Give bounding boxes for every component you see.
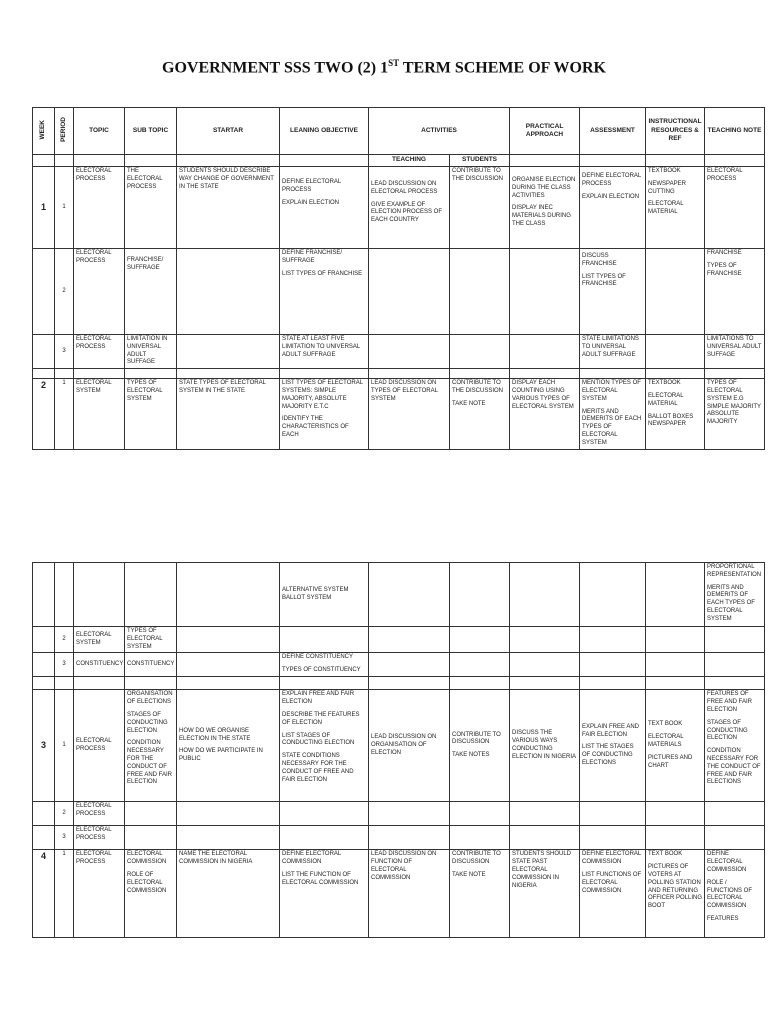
table-cell: DISPLAY INEC MATERIALS DURING THE CLASS — [512, 205, 571, 227]
page-title: GOVERNMENT SSS TWO (2) 1ST TERM SCHEME OF WORK — [162, 58, 606, 77]
table-cell — [646, 155, 705, 167]
table-cell: ELECTORAL PROCESS — [74, 850, 125, 938]
table-cell: TAKE NOTE — [452, 400, 486, 407]
table-cell — [74, 369, 125, 379]
table-cell: ELECTORAL MATERIAL — [648, 201, 684, 216]
table-cell — [280, 653, 369, 677]
table-cell: DEFINE ELECTORAL COMMISSION — [582, 851, 642, 866]
table-cell: ELECTORAL PROCESS — [74, 826, 125, 850]
table-cell — [450, 249, 510, 335]
table-cell: LIST THE STAGES OF CONDUCTING ELECTIONS — [582, 744, 634, 767]
table-cell: EXPLAIN FREE AND FAIR ELECTION — [282, 691, 355, 706]
table-cell — [450, 563, 510, 627]
table-row — [33, 850, 765, 938]
table-cell — [705, 249, 765, 335]
table-cell: CONSTITUENCY — [125, 653, 177, 677]
table-cell: CONDITION NECESSARY FOR THE CONDUCT OF FREE AND FAIR ELECTIONS — [707, 748, 761, 786]
table-cell — [177, 335, 280, 369]
table-cell — [369, 335, 450, 369]
table-cell: MERITS AND DEMERITS OF EACH TYPES OF ELECTORAL SYSTEM — [582, 408, 642, 446]
table-cell — [125, 563, 177, 627]
table-cell — [450, 335, 510, 369]
table-cell — [646, 167, 705, 249]
table-cell — [705, 802, 765, 826]
table-cell: 1 — [55, 690, 74, 802]
table-cell: TYPES OF CONSTITUENCY — [282, 667, 361, 674]
period-header: PERIOD — [59, 116, 67, 142]
teaching-subheader: TEACHING — [369, 155, 450, 167]
table-cell — [177, 369, 280, 379]
table-cell — [125, 802, 177, 826]
table-cell: STATE CONDITIONS NECESSARY FOR THE CONDUCT OF FREE AND FAIR ELECTION — [282, 753, 354, 783]
table-cell — [33, 563, 55, 627]
table-cell — [646, 850, 705, 938]
table-cell: ELECTORAL SYSTEM — [74, 627, 125, 653]
table-cell — [510, 369, 580, 379]
table-cell — [705, 563, 765, 627]
table-cell — [33, 677, 55, 690]
table-cell — [177, 249, 280, 335]
table-cell: HOW DO WE PARTICIPATE IN PUBLIC — [179, 748, 263, 763]
table-cell — [580, 249, 646, 335]
table-cell: 2 — [55, 249, 74, 335]
table-cell — [450, 653, 510, 677]
header-row — [33, 108, 765, 155]
table-cell — [580, 563, 646, 627]
table-row — [33, 802, 765, 826]
table-cell: TYPES OF ELECTORAL SYSTEM — [125, 379, 177, 449]
students-subheader: STUDENTS — [450, 155, 510, 167]
table-cell — [177, 677, 280, 690]
table-cell — [33, 627, 55, 653]
table-cell: TEXTBOOK — [648, 380, 681, 387]
table-cell — [74, 563, 125, 627]
topic-header: TOPIC — [74, 108, 125, 155]
table-cell: ELECTORAL PROCESS — [74, 690, 125, 802]
table-cell — [450, 627, 510, 653]
table-cell — [580, 826, 646, 850]
table-cell: ALTERNATIVE SYSTEM BALLOT SYSTEM — [280, 563, 369, 627]
table-cell — [450, 826, 510, 850]
table-cell — [705, 850, 765, 938]
table-cell: DEFINE CONSTITUENCY — [282, 654, 354, 661]
table-cell: TAKE NOTES — [452, 752, 490, 759]
table-cell: 1 — [55, 167, 74, 249]
table-cell — [646, 369, 705, 379]
table-cell — [280, 379, 369, 449]
table-cell: FEATURES OF FREE AND FAIR ELECTION — [707, 691, 753, 713]
table-cell — [705, 653, 765, 677]
table-cell — [369, 167, 450, 249]
table-row — [33, 249, 765, 335]
table-cell — [55, 369, 74, 379]
table-cell: THE ELECTORAL PROCESS — [125, 167, 177, 249]
table-cell — [580, 690, 646, 802]
table-cell — [580, 369, 646, 379]
table-cell: PROPORTIONAL REPRESENTATION — [707, 564, 762, 578]
table-cell: IDENTIFY THE CHARACTERISTICS OF EACH — [282, 416, 349, 438]
table-cell — [705, 155, 765, 167]
table-cell: MERITS AND DEMERITS OF EACH TYPES OF ELECTORAL SYSTEM — [707, 584, 755, 622]
scheme-table-page-1 — [32, 107, 765, 450]
table-cell — [705, 627, 765, 653]
table-cell: CONTRIBUTE TO THE DISCUSSION — [452, 380, 504, 394]
table-cell: 2 — [55, 802, 74, 826]
table-cell — [510, 826, 580, 850]
scheme-table-page-2 — [32, 562, 765, 938]
table-cell — [369, 677, 450, 690]
note-header: TEACHING NOTE — [705, 108, 765, 155]
table-cell: LIST STAGES OF CONDUCTING ELECTION — [282, 732, 355, 747]
table-cell — [646, 379, 705, 449]
table-cell — [33, 369, 55, 379]
table-cell: ELECTORAL MATERIALS — [648, 734, 684, 748]
table-cell: LIST TYPES OF FRANCHISE — [282, 270, 363, 277]
table-cell — [280, 155, 369, 167]
table-cell — [177, 690, 280, 802]
table-cell — [705, 826, 765, 850]
startar-header: STARTAR — [177, 108, 280, 155]
table-cell: DEFINE ELECTORAL COMMISSION — [282, 851, 342, 866]
table-cell — [280, 249, 369, 335]
table-cell — [705, 677, 765, 690]
table-cell — [510, 249, 580, 335]
subtopic-header: SUB TOPIC — [125, 108, 177, 155]
activities-header: ACTIVITIES — [369, 108, 510, 155]
table-cell — [580, 677, 646, 690]
table-cell — [580, 627, 646, 653]
table-cell: LIST FUNCTIONS OF ELECTORAL COMMISSION — [582, 871, 642, 894]
table-cell — [177, 802, 280, 826]
table-cell — [74, 677, 125, 690]
table-cell: STAGES OF CONDUCTING ELECTION — [127, 711, 168, 734]
table-cell — [369, 627, 450, 653]
table-row — [33, 335, 765, 369]
table-cell: ELECTORAL COMMISSION — [127, 851, 167, 866]
table-cell — [646, 563, 705, 627]
table-cell: STATE AT LEAST FIVE LIMITATION TO UNIVERSAL ADULT SUFFRAGE — [280, 335, 369, 369]
table-cell: LIMITATION IN UNIVERSAL ADULT SUFFAGE — [125, 335, 177, 369]
table-cell — [280, 167, 369, 249]
table-cell: FRANCHISE/ SUFFRAGE — [125, 249, 177, 335]
table-cell — [125, 826, 177, 850]
table-cell — [510, 335, 580, 369]
table-cell — [510, 563, 580, 627]
table-cell: EXPLAIN ELECTION — [282, 199, 340, 206]
table-cell: DEFINE ELECTORAL COMMISSION — [707, 851, 747, 873]
table-cell: DEFINE ELECTORAL PROCESS — [282, 179, 342, 193]
table-cell — [280, 369, 369, 379]
table-cell: STUDENTS SHOULD DESCRIBE WAY CHANGE OF GOVERNMENT IN THE STATE — [177, 167, 280, 249]
table-cell: 2 — [33, 379, 55, 449]
table-cell: CONSTITUENCY — [74, 653, 125, 677]
table-cell — [33, 802, 55, 826]
table-cell — [646, 335, 705, 369]
table-cell — [33, 335, 55, 369]
table-cell: ELECTORAL PROCESS — [74, 249, 125, 335]
table-cell — [646, 653, 705, 677]
table-cell — [646, 627, 705, 653]
table-cell — [646, 690, 705, 802]
table-cell — [280, 850, 369, 938]
table-cell — [450, 690, 510, 802]
table-cell: LIST TYPES OF FRANCHISE — [582, 273, 626, 288]
objective-header: LEANING OBJECTIVE — [280, 108, 369, 155]
table-cell — [580, 379, 646, 449]
table-cell — [510, 155, 580, 167]
table-cell: DEFINE ELECTORAL PROCESS — [582, 173, 642, 187]
table-cell: DISPLAY EACH COUNTING USING VARIOUS TYPES OF ELECTORAL SYSTEM — [510, 379, 580, 449]
table-cell: EXPLAIN FREE AND FAIR ELECTION — [582, 723, 640, 738]
table-cell — [280, 826, 369, 850]
table-cell — [177, 627, 280, 653]
table-cell: ELECTORAL SYSTEM — [74, 379, 125, 449]
table-cell — [646, 802, 705, 826]
table-cell: 3 — [55, 335, 74, 369]
table-cell — [369, 802, 450, 826]
table-cell — [280, 627, 369, 653]
table-cell: TEXT BOOK — [648, 721, 683, 728]
practical-header: PRACTICAL APPROACH — [510, 108, 580, 155]
table-cell: LEAD DISCUSSION ON ELECTORAL PROCESS — [371, 181, 438, 195]
table-cell — [510, 653, 580, 677]
table-cell: TAKE NOTE — [452, 871, 486, 878]
table-row — [33, 653, 765, 677]
table-cell: TYPES OF ELECTORAL SYSTEM — [125, 627, 177, 653]
table-cell: GIVE EXAMPLE OF ELECTION PROCESS OF EACH COUNTRY — [371, 201, 443, 224]
table-cell — [450, 850, 510, 938]
table-cell: TEXTBOOK — [648, 168, 681, 174]
table-cell: ELECTORAL PROCESS — [74, 167, 125, 249]
table-cell: 2 — [55, 627, 74, 653]
table-cell — [125, 677, 177, 690]
table-cell: LIMITATIONS TO UNIVERSAL ADULT SUFFAGE — [705, 335, 765, 369]
table-cell: FEATURES — [707, 915, 739, 922]
assessment-header: ASSESSMENT — [580, 108, 646, 155]
table-cell — [510, 677, 580, 690]
table-cell: LIST THE FUNCTION OF ELECTORAL COMMISSION — [282, 871, 359, 886]
spacer-row — [33, 369, 765, 379]
table-cell: LEAD DISCUSSION ON FUNCTION OF ELECTORAL COMMISSION — [369, 850, 450, 938]
table-cell: 4 — [33, 850, 55, 938]
table-cell — [510, 802, 580, 826]
table-cell: ELECTORAL PROCESS — [74, 335, 125, 369]
table-cell — [177, 653, 280, 677]
table-cell — [280, 802, 369, 826]
table-cell: MENTION TYPES OF ELECTORAL SYSTEM — [582, 380, 641, 402]
table-cell: HOW DO WE ORGANISE ELECTION IN THE STATE — [179, 727, 251, 742]
table-cell — [125, 369, 177, 379]
table-cell: ELECTORAL PROCESS — [705, 167, 765, 249]
table-cell — [510, 167, 580, 249]
week-header: WEEK — [39, 119, 47, 140]
table-cell: NAME THE ELECTORAL COMMISSION IN NIGERIA — [177, 850, 280, 938]
table-cell: 3 — [55, 653, 74, 677]
table-cell: STUDENTS SHOULD STATE PAST ELECTORAL COMMISSION IN NIGERIA — [510, 850, 580, 938]
table-cell: TYPES OF ELECTORAL SYSTEM E.G SIMPLE MAJORITY ABSOLUTE MAJORITY — [705, 379, 765, 449]
table-cell — [177, 155, 280, 167]
table-cell — [450, 369, 510, 379]
table-cell — [705, 369, 765, 379]
table-cell: CONTRIBUTE TO DISCUSSION — [452, 731, 501, 746]
table-cell: DISCUSS THE VARIOUS WAYS CONDUCTING ELECTION IN NIGERIA — [510, 690, 580, 802]
table-cell: EXPLAIN ELECTION — [582, 193, 640, 200]
table-cell: TYPES OF FRANCHISE — [707, 262, 742, 277]
table-cell: TEXT BOOK — [648, 851, 683, 858]
table-cell — [369, 826, 450, 850]
table-cell — [580, 653, 646, 677]
table-cell — [580, 167, 646, 249]
table-cell: ROLE OF ELECTORAL COMMISSION — [127, 871, 167, 894]
table-cell: CONDITION NECESSARY FOR THE CONDUCT OF FREE AND FAIR ELECTION — [127, 740, 173, 786]
table-cell — [177, 826, 280, 850]
table-cell: STAGES OF CONDUCTING ELECTION — [707, 719, 748, 742]
table-cell: 3 — [55, 826, 74, 850]
table-cell — [510, 627, 580, 653]
table-row — [33, 563, 765, 627]
table-cell — [369, 653, 450, 677]
table-cell — [55, 563, 74, 627]
table-cell — [646, 677, 705, 690]
table-cell — [450, 802, 510, 826]
table-cell — [280, 690, 369, 802]
table-cell — [33, 653, 55, 677]
table-cell — [580, 802, 646, 826]
table-cell: STATE LIMITATIONS TO UNIVERSAL ADULT SUFFRAGE — [580, 335, 646, 369]
table-cell: 3 — [33, 690, 55, 802]
table-row — [33, 690, 765, 802]
table-cell — [55, 677, 74, 690]
table-cell: ORGANISATION OF ELECTIONS — [127, 691, 173, 706]
table-cell — [646, 826, 705, 850]
table-cell: CONTRIBUTE TO THE DISCUSSION — [450, 167, 510, 249]
table-cell — [125, 850, 177, 938]
table-cell — [280, 677, 369, 690]
table-row — [33, 379, 765, 449]
table-cell: NEWSPAPER CUTTING — [648, 180, 686, 195]
table-cell: DEFINE FRANCHISE/ SUFFRAGE — [282, 250, 343, 264]
table-cell: DESCRIBE THE FEATURES OF ELECTION — [282, 711, 360, 726]
table-row — [33, 826, 765, 850]
subheader-row — [33, 155, 765, 167]
table-cell — [369, 563, 450, 627]
table-cell — [125, 690, 177, 802]
spacer-row — [33, 677, 765, 690]
table-cell — [74, 155, 125, 167]
table-row — [33, 627, 765, 653]
table-cell: 1 — [33, 167, 55, 249]
table-cell — [33, 249, 55, 335]
table-cell — [177, 563, 280, 627]
resources-header: INSTRUCTIONAL RESOURCES & REF — [646, 108, 705, 155]
table-cell: PICTURES AND CHART — [648, 754, 693, 769]
table-cell: ORGANISE ELECTION DURING THE CLASS ACTIVITIES — [512, 177, 576, 199]
table-cell — [33, 826, 55, 850]
table-cell: LEAD DISCUSSION ON ORGANISATION OF ELECTION — [369, 690, 450, 802]
table-cell: LEAD DISCUSSION ON TYPES OF ELECTORAL SYSTEM — [369, 379, 450, 449]
table-cell: BALLOT BOXES NEWSPAPER — [648, 413, 694, 428]
table-cell — [646, 249, 705, 335]
table-cell: STATE TYPES OF ELECTORAL SYSTEM IN THE STATE — [177, 379, 280, 449]
table-cell — [450, 677, 510, 690]
table-cell — [450, 379, 510, 449]
table-cell: ELECTORAL PROCESS — [74, 802, 125, 826]
table-cell: DISCUSS FRANCHISE — [582, 253, 617, 267]
table-cell: FRANCHISE — [707, 250, 742, 256]
table-cell — [55, 155, 74, 167]
table-cell — [125, 155, 177, 167]
table-cell — [580, 155, 646, 167]
table-cell: 1 — [55, 379, 74, 449]
table-cell — [369, 369, 450, 379]
table-cell — [369, 249, 450, 335]
table-cell: 1 — [55, 850, 74, 938]
table-cell: ELECTORAL MATERIAL — [648, 392, 684, 407]
table-cell: PICTURES OF VOTERS AT POLLING STATION AND RETURNING OFFICER POLLING BOOT — [648, 864, 703, 910]
table-cell — [33, 155, 55, 167]
table-cell — [580, 850, 646, 938]
table-cell: LIST TYPES OF ELECTORAL SYSTEMS: SIMPLE MAJORITY, ABSOLUTE MAJORITY E.T.C — [282, 380, 363, 410]
table-cell: CONTRIBUTE TO DISCUSSION — [452, 851, 501, 866]
table-cell — [705, 690, 765, 802]
table-row — [33, 167, 765, 249]
table-cell: ROLE / FUNCTIONS OF ELECTORAL COMMISSION — [707, 879, 752, 910]
